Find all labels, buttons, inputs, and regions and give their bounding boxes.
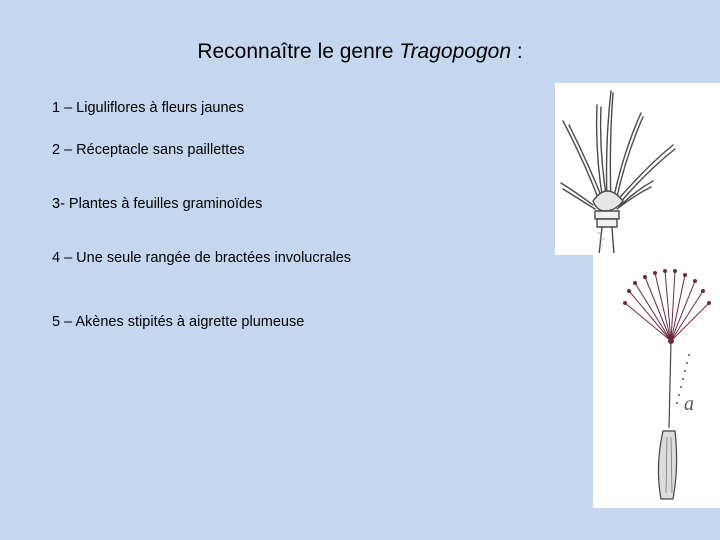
criterion-4: 4 – Une seule rangée de bractées involucrales xyxy=(52,250,352,266)
slide-title xyxy=(0,38,720,66)
involucre-drawing xyxy=(555,83,720,255)
involucre-illustration xyxy=(555,83,720,255)
achene-illustration xyxy=(593,253,720,508)
criterion-3: 3- Plantes à feuilles graminoïdes xyxy=(52,196,263,212)
criterion-5: 5 – Akènes stipités à aigrette plumeuse xyxy=(52,314,305,330)
criterion-1: 1 – Liguliflores à fleurs jaunes xyxy=(52,100,244,116)
title-genus: Tragopogon xyxy=(399,40,511,63)
achene-figure-label: a xyxy=(684,393,694,415)
achene-drawing xyxy=(593,253,720,508)
title-suffix: : xyxy=(511,40,523,63)
title-prefix: Reconnaître le genre xyxy=(197,40,400,63)
criterion-2: 2 – Réceptacle sans paillettes xyxy=(52,142,245,158)
